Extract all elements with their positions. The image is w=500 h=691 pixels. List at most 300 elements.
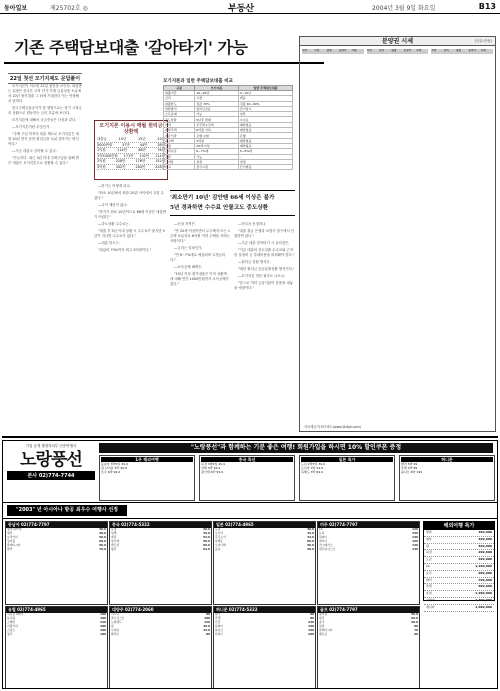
ad-cell-price: 129 [412, 527, 418, 531]
page-number: B13 [478, 2, 496, 11]
ad-mini-line: 장가계 4박 59.9 [201, 470, 224, 475]
article-paragraph: ―원리금 상환 방식은. [238, 260, 271, 264]
subheadline [170, 190, 295, 216]
ad-price-card-destination: 하와이 [426, 597, 435, 602]
ad-price-card-row [424, 537, 494, 544]
presale-price-header-cell: 분양가 [403, 49, 412, 52]
ad-cell-price: 39.9 [99, 527, 106, 531]
repayment-cell: 38만 [157, 142, 165, 147]
repayment-box [94, 120, 168, 180]
ad-cell-price: 59.9 [411, 612, 418, 616]
comparison-header-cell: 구분 [164, 86, 195, 91]
article-paragraph: ―모기지론이란 무엇인가. [12, 125, 51, 129]
article-column-4 [234, 222, 296, 430]
ad-cell-destination: 샌프란시스코 [319, 546, 336, 551]
ad-cell-destination: 일본 [319, 623, 325, 628]
ad-cell-line [110, 633, 211, 637]
article-paragraph: "15년 이상 장기대출은 이자 상환액에 대해 연간 1000만원까지 소득공제가 된다." [170, 272, 229, 286]
article-paragraph: 모기지론이 이르면 22일 첫선을 보인다. 대출받는 입장은 한국은 고작 단기·가계 금융상품 소유에 서 10년 장기대출 그 외에 기대한다 이는 안정해서 달하다. [8, 84, 82, 103]
comparison-cell: 장기고정 [195, 165, 239, 170]
ad-cell [5, 521, 108, 605]
headline-rule [4, 62, 324, 64]
comparison-cell: 근저당 [164, 159, 195, 164]
ad-cell-price: 34.9 [307, 534, 314, 539]
ad-cell-destination: 싱가폴 [7, 538, 16, 543]
ad-cell-destination: 괌 [111, 623, 114, 628]
ad-cell-destination: 스페인 [7, 619, 16, 624]
comparison-cell: 원리금균등 [195, 106, 239, 111]
ad-mini-box [299, 455, 395, 501]
ad-price-card-row [424, 550, 494, 557]
presale-price-header-cell: 평형 [326, 49, 332, 52]
ad-cell-destination: 북경 [111, 527, 117, 531]
article-paragraph: "연 6~7%대로 예상되며 고정금리다." [170, 253, 226, 262]
ad-price-card-row [424, 598, 494, 605]
comparison-cell: 연령 [164, 143, 195, 148]
ad-cell-destination: 말레이시아 [7, 542, 21, 547]
article-column-1 [8, 84, 82, 430]
ad-price-card-destination: 발리 [426, 577, 432, 582]
ad-cell-destination: 라스베가스 [319, 542, 333, 547]
article-paragraph: ―금리는 얼마인가. [174, 246, 203, 250]
ad-cell-price: 79.9 [99, 546, 106, 551]
comparison-cell: 금리 [164, 96, 195, 101]
ad-cell [213, 521, 316, 605]
deck: 22일 첫선 모기지제도 문답풀이 [8, 73, 82, 84]
repayment-cell: 1억5000만원 [97, 153, 118, 158]
presale-price-header-cell: 시세 [351, 49, 357, 52]
ad-price-card-destination: 캐나다 [426, 604, 435, 609]
ad-price-card-row [424, 544, 494, 551]
ad-cell-price: 299 [308, 631, 314, 636]
ad-price-card-destination: 세부 [426, 536, 432, 541]
repayment-cell: 20년 [157, 137, 165, 141]
ad-cell-price: 99 [310, 612, 314, 616]
presale-price-header-cell: 단지 [443, 49, 449, 52]
repayment-cell: 228만 [115, 159, 126, 163]
ad-price-card-destination: LA [426, 563, 430, 568]
ad-mini-box [199, 455, 295, 501]
ad-price-card-price: 399,000 [478, 557, 492, 562]
ad-cell-destination: 하와이 [319, 534, 328, 539]
article-paragraph: ―중도상환 수수료는. [98, 222, 130, 226]
comparison-table [163, 78, 293, 181]
article-paragraph: ―기존 대출도 갈아탈 수 있나. [12, 149, 57, 153]
ad-cell-price: 199 [100, 627, 106, 632]
comparison-cell: - [238, 154, 292, 159]
ad-cell-line [214, 548, 315, 552]
ad-cell-line [214, 633, 315, 637]
ad-mini-line: 상해 3박 34.9 [201, 466, 221, 471]
ad-cell [5, 606, 108, 689]
repayment-cell: 132만 [139, 153, 150, 158]
ad-cell-destination: 스위스 [7, 627, 16, 632]
comparison-cell: 3~10년 [238, 91, 292, 96]
ad-price-card-price: 499,000 [478, 536, 492, 541]
ad-cell-destination: 오키나와 [215, 542, 226, 547]
presale-price-table [299, 36, 496, 432]
ad-divider [2, 436, 498, 438]
article-paragraph: "앞으로 여러 금융기관이 상품을 내놓을 예정이다." [234, 281, 293, 290]
ad-cell-title: 대양주 02)774-2060 [110, 607, 211, 613]
ad-cell-destination: 상해 [111, 530, 117, 535]
comparison-cell: 대상주택 [164, 128, 195, 133]
headline: 기존 주택담보대출 '갈아타기' 가능 [14, 38, 248, 57]
ad-cell-price: 49.9 [99, 530, 106, 535]
ad-mini-title: 중국 특선 [201, 457, 293, 462]
comparison-cell: 가능 [195, 112, 239, 117]
presale-price-title: 분양권 시세 [300, 37, 495, 46]
ad-cell-price: 29.9 [203, 527, 210, 531]
ad-mini-box [99, 455, 195, 501]
comparison-row [164, 165, 293, 170]
subheadline-line-2: 5년 경과하면 수수료 안물고도 중도상환 [170, 205, 269, 211]
travel-advertisement [2, 440, 498, 689]
comparison-cell: 중도상환 [164, 117, 195, 122]
comparison-cell: 20세 이상 [195, 143, 239, 148]
ad-price-card-destination: 괌 [426, 543, 429, 548]
ad-cell-price: 129 [204, 619, 210, 624]
ad-cell-price: 69.9 [203, 542, 210, 547]
comparison-cell: 3억원 [195, 138, 239, 143]
comparison-cell: 대출한도 [164, 101, 195, 106]
presale-price-column [302, 49, 364, 417]
ad-price-card-price: 299,000 [478, 550, 492, 555]
ad-price-card-destination: 방콕 [426, 530, 432, 534]
comparison-cell: 설정 [238, 159, 292, 164]
ad-price-card-price: 1,690,000 [475, 604, 492, 609]
ad-cell-price: 209 [100, 623, 106, 628]
subheadline-line-1: '최소만기 10년' 감안땐 66세 이상은 불가 [170, 195, 275, 201]
ad-price-card-price: 799,000 [478, 577, 492, 582]
repayment-cell: 57만 [122, 142, 130, 147]
ad-mini-line: 발리 5박 99 [401, 462, 418, 466]
presale-price-header-row [367, 49, 429, 54]
repayment-cell: 342만 [115, 164, 126, 169]
article-paragraph: "집값의 70%까지 최고 3억원이다." [98, 248, 152, 252]
article-paragraph: ―어디서 신청하나. [238, 222, 267, 226]
ad-cell-price: 69.9 [307, 538, 314, 543]
repayment-cell: 44만 [139, 142, 148, 147]
article-paragraph: "주택 구입 목적의 대출 제도로 모기지론은 최장 20년 만기 동안 원리금을 나눠 갚아가는 방식이다." [8, 132, 79, 146]
ad-price-card-price: 1,290,000 [475, 563, 492, 568]
ad-brand-tag: 기업 공개 행정자치부 인증여행사 [25, 444, 77, 448]
article-paragraph: "대출 취급 은행과 보험사 창구에서 신청하면 된다." [234, 229, 295, 238]
presale-price-header-cell: 단지 [314, 49, 320, 52]
repayment-rows [97, 137, 165, 170]
article-paragraph: "기존 대출의 중도상환 수수료와 근저당 설정비 등 부대비용을 따져봐야 한다." [234, 248, 295, 257]
ad-cell-price: 139 [412, 546, 418, 551]
comparison-cell: 금리수준 [164, 149, 195, 154]
ad-cell-title: 일본 02)774-4965 [214, 522, 315, 528]
repayment-cell: 171만 [123, 153, 134, 158]
ad-price-card-row [424, 605, 494, 612]
article-column-3 [170, 222, 230, 430]
comparison-cell: 대출기간 [164, 91, 195, 96]
comparison-cell: 자격 [164, 122, 195, 127]
ad-cell-destination: 도쿄 [215, 527, 221, 531]
ad-mini-line: 몰디브 6박 199 [401, 470, 423, 475]
presale-price-header-cell: 지역 [302, 49, 308, 52]
ad-cell-destination: 푸켓 [215, 615, 221, 620]
ad-cell-price: 109 [204, 615, 210, 620]
ad-cell-price: 34.9 [203, 530, 210, 535]
ad-price-card-row [424, 578, 494, 585]
ad-mini-line: 도쿄 2박3일 39.9 [301, 462, 325, 466]
comparison-cell: 6억원 이하 [195, 128, 239, 133]
ad-price-card-row [424, 564, 494, 571]
ad-cell-destination: 동유럽 [7, 615, 16, 620]
repayment-cell: 3억원 [97, 164, 106, 169]
presale-price-header-cell: 시세 [415, 49, 421, 52]
ad-cell-destination: 장가계 [111, 538, 120, 543]
ad-brand [7, 444, 95, 500]
ad-award-strip [3, 503, 497, 519]
paper-name: 동아일보 [4, 5, 28, 12]
ad-mini-line: 호주 6박 99.9 [101, 470, 121, 475]
ad-cell-price: 69.9 [99, 538, 106, 543]
repayment-cell: 5000만원 [97, 142, 113, 147]
ad-cell-title: 미주 02)774-7797 [318, 522, 419, 528]
ad-cell-destination: 사이판 [111, 627, 120, 632]
comparison-cell: 상환방식 [164, 106, 195, 111]
ad-cell-destination: 뉴욕 [319, 530, 325, 535]
ad-brand-phone: 본사 02)774-7744 [7, 471, 95, 480]
article-paragraph: "대출 후 5년 이내 상환 시 수수료가 붙지만 5년이 지나면 수수료가 없다." [94, 229, 165, 238]
ad-cell-title: 중국 02)774-5322 [110, 522, 211, 528]
article-paragraph: 모기지론에 대해서 궁금증들은 다음과 같다. [12, 118, 77, 122]
ad-price-card-destination: 유럽 [426, 591, 432, 596]
ad-cell-destination: 베트남 [319, 631, 328, 636]
comparison-cell: 제한없음 [238, 138, 292, 143]
ad-mini-box [399, 455, 495, 501]
presale-price-header-cell: 평형 [456, 49, 462, 52]
ad-cell-destination: 오사카 [215, 530, 224, 535]
ad-cell-price: 199 [100, 612, 106, 616]
ad-cell-destination: 이탈리아 [7, 623, 18, 628]
ad-cell-price: 64.9 [203, 546, 210, 551]
ad-cell [317, 521, 420, 605]
ad-mini-line: 괌·사이판 4박 49.9 [101, 466, 127, 471]
comparison-cell: 일부 [238, 112, 292, 117]
ad-cell-line [318, 548, 419, 552]
ad-top-band [3, 441, 497, 503]
ad-cell-destination: 중국 [319, 619, 325, 624]
ad-cell-destination: 후쿠오카 [215, 534, 226, 539]
ad-cell-price: 44.9 [203, 627, 210, 632]
ad-cell-destination: 계림 [111, 534, 117, 539]
presale-price-grid [302, 49, 493, 417]
ad-cell-title: 허니문 02)774-5322 [214, 607, 315, 613]
ad-cell [109, 521, 212, 605]
repayment-cell: 2억원 [97, 159, 106, 163]
ad-mini-title: 1주 해외여행 [101, 457, 193, 462]
ad-price-card [423, 521, 495, 609]
ad-cell-destination: 골드코스트 [111, 615, 125, 620]
ad-mini-line: 동남아 3박5일 39.9 [101, 462, 128, 466]
ad-price-card-price: 699,000 [478, 584, 492, 589]
ad-cell-destination: 서유럽 4개국 [7, 612, 24, 616]
comparison-cell: 제한없음 [238, 143, 292, 148]
ad-cell-destination: 발리 [215, 612, 221, 616]
ad-cell-destination: 백두산 [111, 542, 120, 547]
comparison-cell: 무주택·1주택 [195, 122, 239, 127]
section-title: 부동산 [228, 4, 255, 14]
ad-cell-price: 169 [412, 538, 418, 543]
ad-price-card-price: 1,390,000 [475, 597, 492, 602]
comparison-cell: 수수료 [238, 117, 292, 122]
ad-cell-destination: 칸쿤 [215, 619, 221, 624]
ad-brand-name: 노랑풍선 [20, 450, 82, 470]
ad-cell-price: 69.9 [411, 615, 418, 620]
ad-cell-price: 189 [100, 631, 106, 636]
ad-cell-price: 69 [414, 631, 418, 636]
comparison-cell: 5~6%대 [238, 149, 292, 154]
presale-price-column [367, 49, 429, 417]
ad-cell-price: 54.9 [203, 534, 210, 539]
ad-mini-line: 북해도 3박 69.9 [301, 470, 324, 475]
issue-date: 2004년 3월 9일 화요일 [372, 5, 436, 12]
ad-cell-destination: 시드니 [111, 612, 120, 616]
ad-cell [213, 606, 316, 689]
comparison-body [164, 91, 293, 170]
ad-cell-destination: 하와이 [215, 623, 224, 628]
presale-price-header-row [302, 49, 364, 54]
ad-cell-price: 159 [412, 530, 418, 535]
repayment-cell: 228만 [155, 164, 165, 169]
ad-mini-title: 일본 특가 [301, 457, 393, 462]
ad-cell-price: 219 [100, 619, 106, 624]
ad-mini-line: 북경 3박4일 29.9 [201, 462, 225, 466]
ad-mini-line: 오사카 3박 44.9 [301, 466, 324, 471]
comparison-cell: 설정 [195, 159, 239, 164]
ad-cell-price: 44.9 [307, 530, 314, 535]
ad-cell-line [6, 633, 107, 637]
comparison-cell: 집값 70% [195, 101, 239, 106]
comparison-cell: 10~20년 [195, 91, 239, 96]
repayment-box-title: 모기지론 이용시 매월 원리금 상환액 [99, 123, 163, 135]
ad-cell-price: 39.9 [307, 527, 314, 531]
ad-price-card-title: 해외여행 특가 [424, 522, 494, 530]
article-paragraph: ―모기지론 전문 회사도 나오나. [238, 274, 286, 278]
comparison-cell: 소득공제 [164, 112, 195, 117]
ad-cell-price: 59.9 [99, 534, 106, 539]
ad-cell-price: 49.9 [307, 546, 314, 551]
ad-price-card-price: 1,990,000 [475, 591, 492, 596]
ad-price-card-price: 399,000 [478, 530, 492, 534]
article-paragraph: "가능하다. 최근 3년 이내 주택구입을 위해 받은 대출은 모기지론으로 전환할 수 있다." [8, 156, 79, 165]
comparison-cell: 최고액 [164, 138, 195, 143]
comparison-cell: 고정 [195, 96, 239, 101]
ad-price-card-destination: 도쿄 [426, 557, 432, 562]
comparison-cell: 6~7%대 [195, 149, 239, 154]
ad-cell-destination: 캐나다 [319, 538, 328, 543]
ad-mini-line: 푸켓 4박 89 [401, 466, 418, 471]
repayment-cell: 15년 [138, 137, 146, 141]
article-paragraph: 한국주택금융공사가 달 방법으로는 장기 고정금리 상환으로 변동하는 금리 흐름에 보인다. [8, 106, 82, 115]
ad-price-card-row [424, 591, 494, 598]
ad-price-card-price: 999,000 [478, 570, 492, 575]
article-paragraph: ―대출 한도는. [98, 241, 120, 245]
article-paragraph: ―나이 제한이 있나. [98, 203, 128, 207]
article-paragraph: ―기존 대출 갈아타기 시 유의점은. [238, 241, 290, 245]
repayment-row [97, 165, 165, 171]
repayment-cell: 114만 [117, 148, 127, 152]
article-paragraph: "만 20세 이상이면서 무주택자 또는 1주택 보유자로 6억원 이하 주택을 사려는 사람이다." [170, 229, 230, 243]
ad-cell-price: 49.9 [411, 619, 418, 624]
ad-cell-title: 골프 02)774-7797 [318, 607, 419, 613]
comparison-cell: 제한없음 [238, 128, 292, 133]
presale-price-header-cell: 분양가 [338, 49, 347, 52]
comparison-cell: 단기변동 [238, 165, 292, 170]
ad-cell-price: 139 [412, 534, 418, 539]
presale-price-header-cell: 시세 [480, 49, 486, 52]
repayment-cell: 88만 [138, 148, 146, 152]
ad-cell-price: 159 [308, 623, 314, 628]
presale-price-source: 자료제공:닥터아파트(www.DrApt.com) [304, 425, 361, 429]
ad-cell [317, 606, 420, 689]
ad-price-card-row [424, 530, 494, 537]
ad-cell-title: 동남아 02)774-7797 [6, 522, 107, 528]
article-paragraph: "만기가 최소 10년이므로 66세 이상은 대출받기 어렵다." [94, 210, 166, 219]
comparison-cell: 전환 [164, 154, 195, 159]
repayment-cell: 114만 [155, 153, 165, 158]
ad-mini-title: 허니문 [401, 457, 493, 462]
ad-price-card-destination: 북경 [426, 550, 432, 555]
repayment-cell: 1억원 [97, 148, 106, 152]
ad-cell-destination: 뉴질랜드 [111, 619, 122, 624]
ad-cell-price: 89 [414, 623, 418, 628]
repayment-cell: 76만 [157, 148, 165, 152]
presale-price-header-cell: 평형 [391, 49, 397, 52]
issue-number: 제25702호 ◎ [50, 5, 88, 12]
article-paragraph: "최소 10년에서 최장 20년 사이에서 고를 수 있다." [94, 191, 164, 200]
comparison-cell: 가능 [195, 154, 239, 159]
presale-price-header-row [431, 49, 493, 54]
article-paragraph: ―만기는 어떻게 되나. [98, 184, 131, 188]
repayment-cell: 152만 [155, 159, 165, 163]
ad-cell-price: 149 [412, 542, 418, 547]
ad-cell-price: 199 [308, 627, 314, 632]
repayment-cell: 176만 [135, 159, 146, 163]
ad-cell-price: 59.9 [203, 538, 210, 543]
ad-cell-price: 79 [414, 627, 418, 632]
ad-price-card-destination: 호주 [426, 570, 432, 575]
article-paragraph: ―소득공제 혜택은. [174, 265, 203, 269]
repayment-cell: 10년 [118, 137, 127, 141]
comparison-cell: 집값 40~60% [238, 101, 292, 106]
ad-cell-line [110, 548, 211, 552]
presale-price-header-cell: 단지 [379, 49, 385, 52]
comparison-cell: 5년후 면제 [195, 117, 239, 122]
ad-cell-line [6, 548, 107, 552]
comparison-cell: 만기일시 [238, 106, 292, 111]
masthead [0, 0, 500, 14]
comparison-cell: 변동 [238, 96, 292, 101]
ad-cell-destination: LA [319, 527, 323, 531]
ad-cell-destination: 태국 [319, 615, 325, 620]
comparison-header-cell: 일반 주택담보대출 [238, 86, 292, 91]
ad-price-card-row [424, 571, 494, 578]
presale-price-column [431, 49, 493, 417]
ad-cell-destination: 발리 [7, 546, 13, 551]
comparison-caption: 모기지론과 일반 주택담보대출 비교 [163, 79, 233, 84]
ad-price-card-row [424, 584, 494, 591]
ad-cell-price: 249 [308, 619, 314, 624]
ad-cell-destination: 팔라우 [111, 631, 120, 636]
ad-cell-price: 59.9 [99, 542, 106, 547]
comparison-header-cell: 모기지론 [195, 86, 239, 91]
